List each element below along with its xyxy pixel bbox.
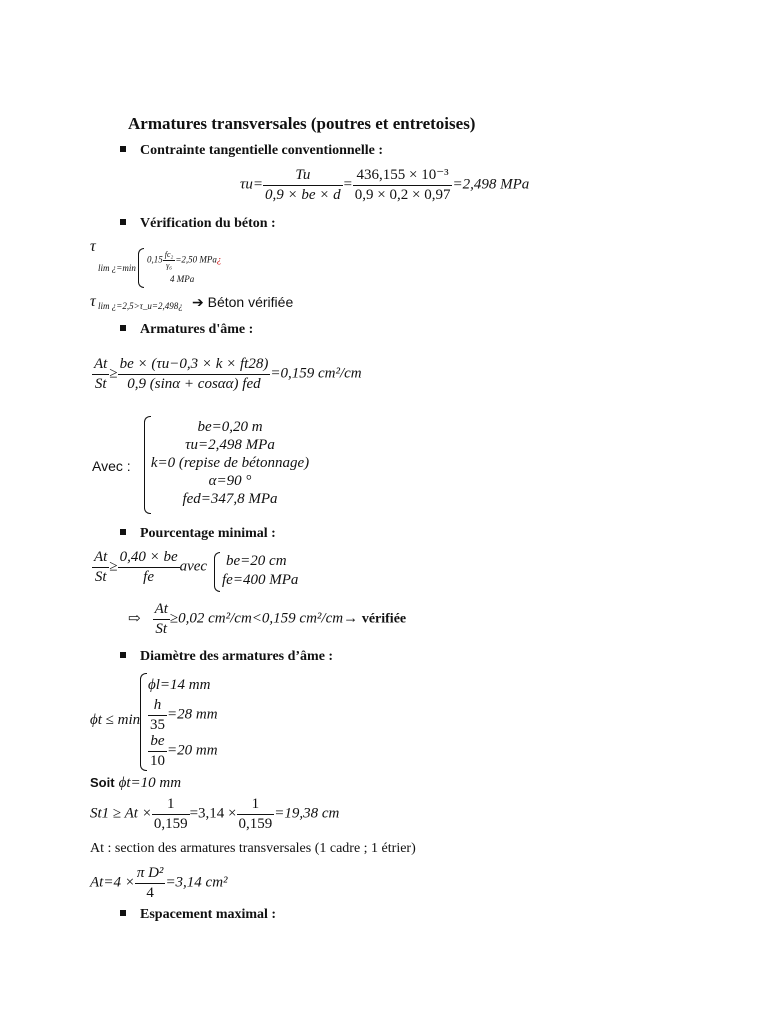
eq-ame-frac [118, 355, 271, 394]
avec-item: be=0,20 m [197, 419, 263, 435]
diam-opt1: ϕl=14 mm [148, 677, 211, 693]
eq-pourc-avec: avec [179, 558, 208, 575]
verif-tau-2: τ [90, 293, 96, 310]
frac-den: fe [143, 568, 154, 585]
verif-result [192, 294, 293, 311]
frac-den: St [94, 375, 107, 392]
section-pourcentage [120, 526, 276, 542]
frac-den: 10 [150, 752, 165, 769]
eq-pourc-geq: ≥ [109, 558, 118, 575]
eq-at [90, 864, 228, 903]
eq-ame-result: =0,159 cm²/cm [270, 365, 362, 382]
frac-num: π D² [135, 864, 166, 884]
diam-opt3 [148, 732, 218, 771]
pourc-verdict: vérifiée [361, 611, 407, 627]
eq-at-frac [135, 864, 166, 903]
diam-opt2-frac [148, 696, 167, 735]
eq-ame-geq: ≥ [109, 365, 118, 382]
frac-num: fc₂ [164, 250, 174, 259]
section-diametre [120, 649, 333, 665]
eq-ame-lhs [92, 355, 109, 394]
pourc-brace [214, 552, 220, 592]
arrow-right-outline-icon: ⇨ [128, 610, 141, 627]
bullet-icon [120, 910, 126, 916]
frac-num: 436,155 × 10⁻³ [353, 166, 453, 186]
frac-num: be × (τu−0,3 × k × ft28) [118, 355, 271, 375]
frac-num: 1 [237, 795, 275, 815]
verif-prefix: lim ¿=min [98, 263, 136, 273]
pourc-item: be=20 cm [226, 553, 287, 569]
diam-brace [140, 673, 147, 771]
frac-den: 0,159 [238, 815, 273, 832]
section-verification [120, 216, 276, 232]
diam-opt3-frac [148, 732, 167, 771]
eq-ame [92, 355, 362, 394]
eq-st-lhs: St1 ≥ At × [90, 805, 152, 822]
frac-den: St [94, 568, 107, 585]
avec-item: τu=2,498 MPa [185, 437, 275, 453]
eq-st-frac1 [152, 795, 190, 834]
section-label: Contrainte tangentielle conventionnelle : [140, 143, 384, 158]
frac-num: 0,40 × be [118, 548, 180, 568]
eq-st-result: =19,38 cm [274, 805, 340, 822]
bullet-icon [120, 146, 126, 152]
diam-opt2-res: =28 mm [167, 706, 218, 723]
avec-list [150, 418, 310, 508]
verif-opt1-end: ¿ [216, 254, 222, 265]
section-label: Pourcentage minimal : [140, 526, 276, 541]
avec-label: Avec : [92, 458, 131, 474]
eq-pourc [92, 548, 207, 587]
frac-den: 0,159 [153, 815, 188, 832]
frac-den: St [155, 620, 168, 637]
eq-pourc-lhs [92, 548, 109, 587]
verif-opt1-pre: 0,15 [147, 254, 163, 265]
frac-num: At [92, 355, 109, 375]
section-label: Espacement maximal : [140, 907, 277, 922]
bullet-icon [120, 325, 126, 331]
eq-st [90, 795, 339, 834]
verif-opt1-frac [163, 250, 176, 271]
frac-den: 4 [146, 884, 154, 901]
frac-num: h [148, 696, 167, 716]
eq-tau-result: =2,498 MPa [452, 176, 530, 193]
verif-opt2: 4 MPa [170, 274, 195, 284]
eq-st-frac2 [237, 795, 275, 834]
section-contrainte [120, 143, 383, 159]
pourc-check-text: ≥0,02 cm²/cm<0,159 cm²/cm→ [169, 610, 359, 627]
verif-tau: τ [90, 238, 96, 255]
section-label: Vérification du béton : [140, 216, 276, 231]
frac-den: 35 [150, 716, 165, 733]
page-title: Armatures transversales (poutres et entretoises) [128, 114, 476, 133]
diam-opt2 [148, 696, 218, 735]
section-armatures-ame [120, 322, 253, 338]
verif-brace [138, 248, 144, 288]
avec-item: α=90 ° [208, 473, 252, 489]
frac-num: be [148, 732, 167, 752]
diam-soit [90, 774, 181, 792]
verif-line1 [98, 258, 136, 276]
section-espacement [120, 907, 276, 923]
eq-at-lhs: At=4 × [90, 874, 135, 891]
arrow-right-icon: ➔ [192, 294, 204, 310]
soit-value: ϕt=10 mm [118, 775, 182, 791]
eq-tau-frac1 [263, 166, 343, 205]
avec-item: k=0 (repise de bétonnage) [150, 455, 310, 471]
frac-num: At [153, 600, 170, 620]
pourc-check-frac [153, 600, 170, 639]
eq-st-mid: =3,14 × [189, 805, 237, 822]
frac-den: 0,9 × 0,2 × 0,97 [354, 186, 451, 203]
frac-den: 0,9 × be × d [265, 186, 341, 203]
verif-line2: lim ¿=2,5>τ_u=2,498¿ [98, 301, 183, 311]
frac-num: 1 [152, 795, 190, 815]
frac-num: At [92, 548, 109, 568]
diam-lhs: ϕt ≤ min [90, 712, 141, 728]
frac-den: γ₆ [166, 261, 172, 270]
pourc-check [128, 600, 406, 639]
at-label: At : section des armatures transversales (1 cadre ; 1 étrier) [90, 841, 416, 856]
verif-opt1 [147, 250, 221, 271]
eq-at-result: =3,14 cm² [165, 874, 228, 891]
eq-pourc-frac [118, 548, 180, 587]
avec-item: fed=347,8 MPa [182, 491, 278, 507]
section-label: Diamètre des armatures d’âme : [140, 649, 334, 664]
eq-tau-lhs: τu= [240, 176, 263, 193]
verif-opt1-post: =2,50 MPa [175, 254, 217, 265]
frac-den: 0,9 (sinα + cosαα) fed [127, 375, 261, 392]
bullet-icon [120, 529, 126, 535]
section-label: Armatures d'âme : [140, 322, 254, 337]
eq-tau: τu= $\frac{Tu}{0,9 \times be \times d}$ = $\frac{\text{436,155 × 10⁻³}}{0,9 \times 0,2 \times 0,97}$ =2,498 MPa [240, 167, 530, 203]
bullet-icon [120, 652, 126, 658]
pourc-item: fe=400 MPa [222, 572, 299, 588]
soit-label: Soit [90, 775, 115, 790]
diam-opt3-res: =20 mm [167, 742, 218, 759]
verif-result-text: Béton vérifiée [207, 294, 294, 310]
bullet-icon [120, 219, 126, 225]
pourc-list [222, 552, 298, 590]
eq-tau-frac2 [353, 166, 453, 205]
frac-num: Tu [263, 166, 343, 186]
